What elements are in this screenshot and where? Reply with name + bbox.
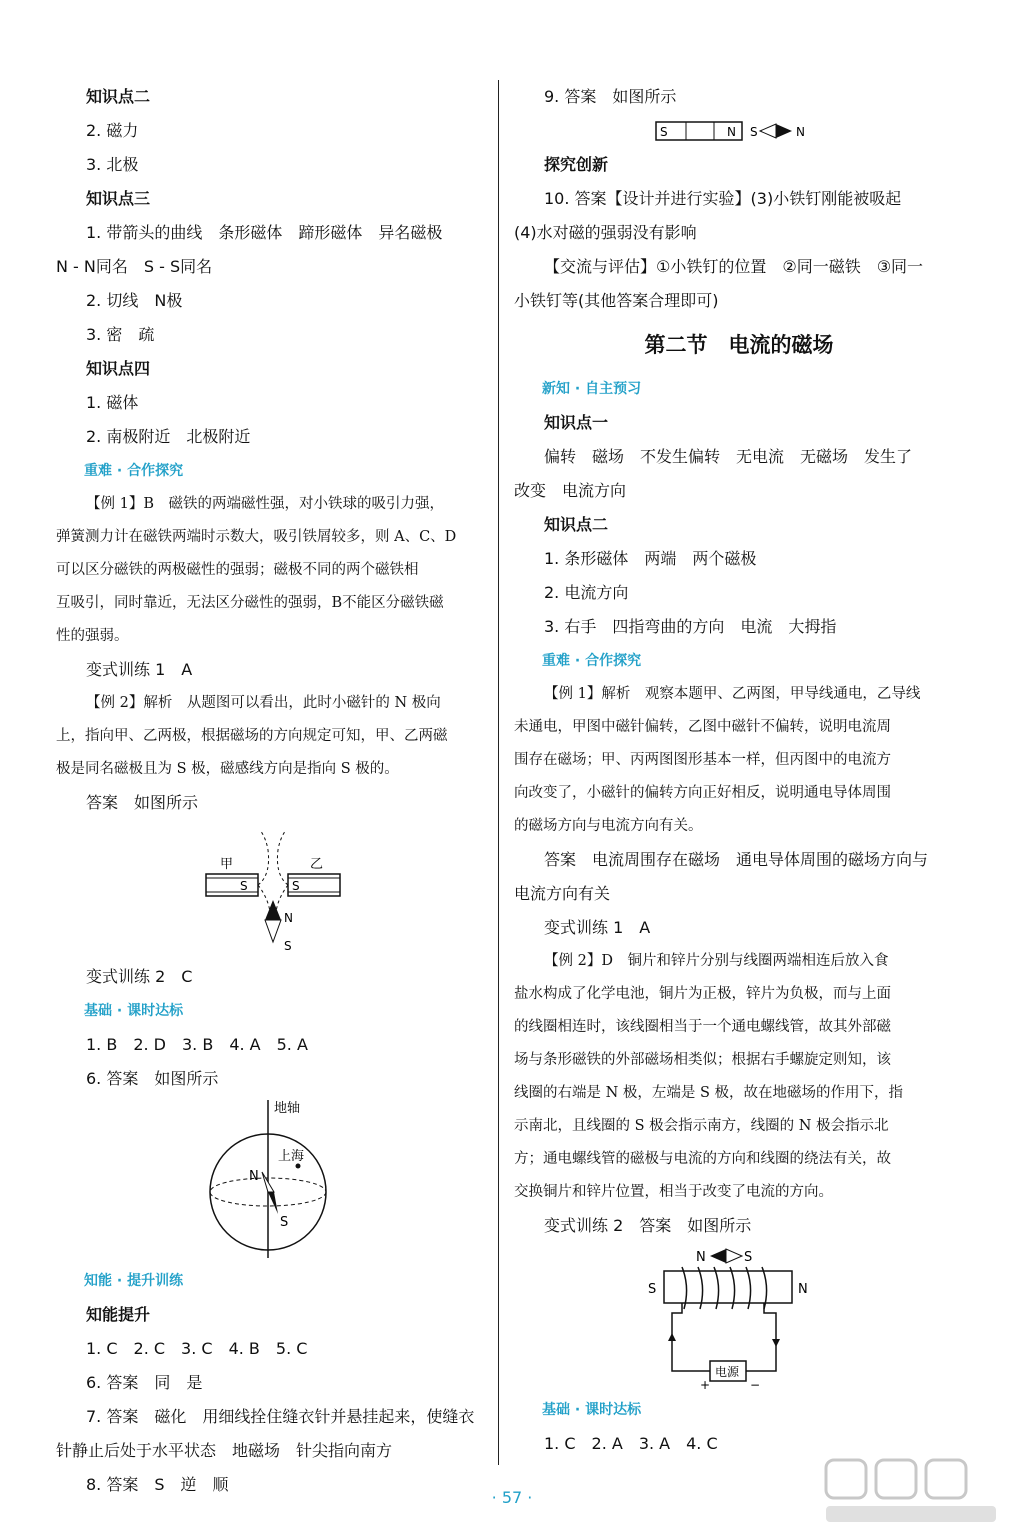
answer-line: 6. 答案 同 是 (86, 1373, 203, 1392)
section-label-basic: 基础 · 课时达标 (542, 1402, 642, 1418)
answer-line: 1. B 2. D 3. B 4. A 5. A (86, 1035, 308, 1054)
compass-south (268, 1192, 278, 1214)
needle-south (760, 124, 776, 138)
label-n: N (249, 1169, 259, 1184)
bar-magnet-figure (514, 114, 964, 148)
section-label-new: 新知 · 自主预习 (542, 381, 642, 397)
answer-line: 6. 答案 如图所示 (86, 1069, 219, 1088)
answer-line: 偏转 磁场 不发生偏转 无电流 无磁场 发生了 (544, 447, 913, 466)
explanation-line: 场与条形磁铁的外部磁场相类似；根据右手螺旋定则知，该 (514, 1052, 891, 1068)
label-n: N (727, 125, 736, 139)
bar-magnet-diagram (514, 114, 964, 148)
answer-line: 10. 答案【设计并进行实验】(3)小铁钉刚能被吸起 (544, 189, 902, 208)
needle-label-n: N (796, 125, 805, 139)
heading-knowledge-2: 知识点二 (86, 87, 151, 106)
solenoid-core (664, 1271, 792, 1303)
variant-answer: 变式训练 1 A (544, 918, 651, 937)
explanation-line: 可以区分磁铁的两极磁性的强弱；磁极不同的两个磁铁相 (56, 562, 419, 578)
label-axis: 地轴 (274, 1101, 301, 1116)
label-plus: + (700, 1378, 711, 1392)
answer-line: 答案 电流周围存在磁场 通电导体周围的磁场方向与 (544, 850, 929, 869)
two-magnets-diagram (56, 820, 488, 960)
answer-line: N - N同名 S - S同名 (56, 257, 213, 276)
section-label-ability: 知能 · 提升训练 (84, 1273, 184, 1289)
answer-line: 3. 右手 四指弯曲的方向 电流 大拇指 (544, 617, 837, 636)
left-column (56, 80, 488, 1502)
answer-line: 【交流与评估】①小铁钉的位置 ②同一磁铁 ③同一 (544, 257, 924, 276)
heading-knowledge-2: 知识点二 (544, 515, 609, 534)
needle-north (776, 124, 792, 138)
magnet-figure (56, 820, 488, 960)
explanation-line: 上，指向甲、乙两极，根据磁场的方向规定可知，甲、乙两磁 (56, 728, 448, 744)
right-column (514, 80, 964, 1461)
answer-line: 2. 磁力 (86, 121, 139, 140)
answer-line: 1. 条形磁体 两端 两个磁极 (544, 549, 757, 568)
chapter-title: 第二节 电流的磁场 (644, 333, 834, 357)
answer-line: (4)水对磁的强弱没有影响 (514, 223, 697, 242)
needle-north (710, 1249, 726, 1263)
needle-label-s: S (750, 125, 758, 139)
heading-explore: 探究创新 (544, 155, 609, 174)
earth-diagram (56, 1096, 488, 1264)
answer-line: 2. 南极附近 北极附近 (86, 427, 251, 446)
answer-line: 电流方向有关 (514, 884, 611, 903)
explanation-line: 【例 2】D 铜片和锌片分别与线圈两端相连后放入食 (544, 953, 889, 969)
explanation-line: 互吸引，同时靠近，无法区分磁性的强弱，B不能区分磁铁磁 (56, 595, 444, 611)
label-jia: 甲 (220, 857, 234, 872)
explanation-line: 向改变了，小磁针的偏转方向正好相反，说明通电导体周围 (514, 785, 891, 801)
explanation-line: 围存在磁场；甲、丙两图图形基本一样，但丙图中的电流方 (514, 752, 891, 768)
section-label-basic: 基础 · 课时达标 (84, 1003, 184, 1019)
variant-answer: 变式训练 2 答案 如图所示 (544, 1216, 752, 1235)
answer-line: 3. 密 疏 (86, 325, 155, 344)
watermark-icon (818, 1456, 1008, 1526)
needle-south (726, 1249, 742, 1263)
answer-line: 1. 磁体 (86, 393, 139, 412)
heading-ability: 知能提升 (86, 1305, 151, 1324)
heading-knowledge-3: 知识点三 (86, 189, 151, 208)
answer-line: 2. 切线 N极 (86, 291, 183, 310)
label-right-pole: N (798, 1282, 808, 1297)
answer-line: 改变 电流方向 (514, 481, 627, 500)
explanation-line: 方；通电螺线管的磁极与电流的方向和线圈的绕法有关，故 (514, 1151, 891, 1167)
label-yi: 乙 (310, 857, 324, 872)
label-left-pole: S (648, 1282, 657, 1297)
explanation-line: 【例 1】B 磁铁的两端磁性强，对小铁球的吸引力强， (86, 496, 444, 512)
answer-line: 1. C 2. A 3. A 4. C (544, 1434, 718, 1453)
answer-line: 1. C 2. C 3. C 4. B 5. C (86, 1339, 308, 1358)
section-label-focus: 重难 · 合作探究 (542, 653, 642, 669)
explanation-line: 未通电，甲图中磁针偏转，乙图中磁针不偏转，说明电流周 (514, 719, 891, 735)
page-number: · 57 · (491, 1488, 533, 1507)
answer-line: 2. 电流方向 (544, 583, 629, 602)
label-s: S (284, 939, 292, 953)
watermark-logo (818, 1456, 1008, 1526)
explanation-line: 盐水构成了化学电池，铜片为正极，锌片为负极，而与上面 (514, 986, 891, 1002)
solenoid-diagram (514, 1243, 964, 1393)
variant-answer: 变式训练 1 A (86, 660, 193, 679)
section-label-focus: 重难 · 合作探究 (84, 463, 184, 479)
needle-south (265, 920, 281, 942)
heading-knowledge-1: 知识点一 (544, 413, 609, 432)
label-s-right: S (292, 879, 300, 893)
answer-line: 针静止后处于水平状态 地磁场 针尖指向南方 (56, 1441, 393, 1460)
column-divider (498, 80, 499, 1465)
answer-line: 答案 如图所示 (86, 793, 199, 812)
explanation-line: 【例 2】解析 从题图可以看出，此时小磁针的 N 极向 (86, 695, 441, 711)
explanation-line: 的线圈相连时，该线圈相当于一个通电螺线管，故其外部磁 (514, 1019, 891, 1035)
label-city: 上海 (278, 1149, 305, 1164)
label-s: S (660, 125, 668, 139)
explanation-line: 【例 1】解析 观察本题甲、乙两图，甲导线通电，乙导线 (544, 686, 921, 702)
magnet-jia (206, 874, 258, 896)
label-source: 电源 (715, 1365, 740, 1379)
label-minus: − (750, 1378, 761, 1392)
explanation-line: 线圈的右端是 N 极，左端是 S 极，故在地磁场的作用下，指 (514, 1085, 904, 1101)
heading-knowledge-4: 知识点四 (86, 359, 151, 378)
label-s: S (280, 1215, 289, 1230)
answer-line: 1. 带箭头的曲线 条形磁体 蹄形磁体 异名磁极 (86, 223, 443, 242)
earth-figure (56, 1096, 488, 1264)
answer-line: 小铁钉等(其他答案合理即可) (514, 291, 719, 310)
label-n: N (284, 911, 293, 925)
explanation-line: 性的强弱。 (56, 628, 129, 644)
explanation-line: 的磁场方向与电流方向有关。 (514, 818, 703, 834)
explanation-line: 示南北，且线圈的 S 极会指示南方，线圈的 N 极会指示北 (514, 1118, 889, 1134)
solenoid-figure (514, 1243, 964, 1393)
answer-line: 9. 答案 如图所示 (544, 87, 677, 106)
answer-line: 3. 北极 (86, 155, 139, 174)
label-s-left: S (240, 879, 248, 893)
needle-label-s: S (744, 1250, 753, 1265)
variant-answer: 变式训练 2 C (86, 967, 193, 986)
answer-line: 7. 答案 磁化 用细线拴住缝衣针并悬挂起来，使缝衣 (86, 1407, 475, 1426)
explanation-line: 交换铜片和锌片位置，相当于改变了电流的方向。 (514, 1184, 833, 1200)
explanation-line: 极是同名磁极且为 S 极，磁感线方向是指向 S 极的。 (56, 761, 399, 777)
answer-line: 8. 答案 S 逆 顺 (86, 1475, 229, 1494)
needle-label-n: N (696, 1250, 706, 1265)
explanation-line: 弹簧测力计在磁铁两端时示数大，吸引铁屑较多，则 A、C、D (56, 529, 457, 545)
